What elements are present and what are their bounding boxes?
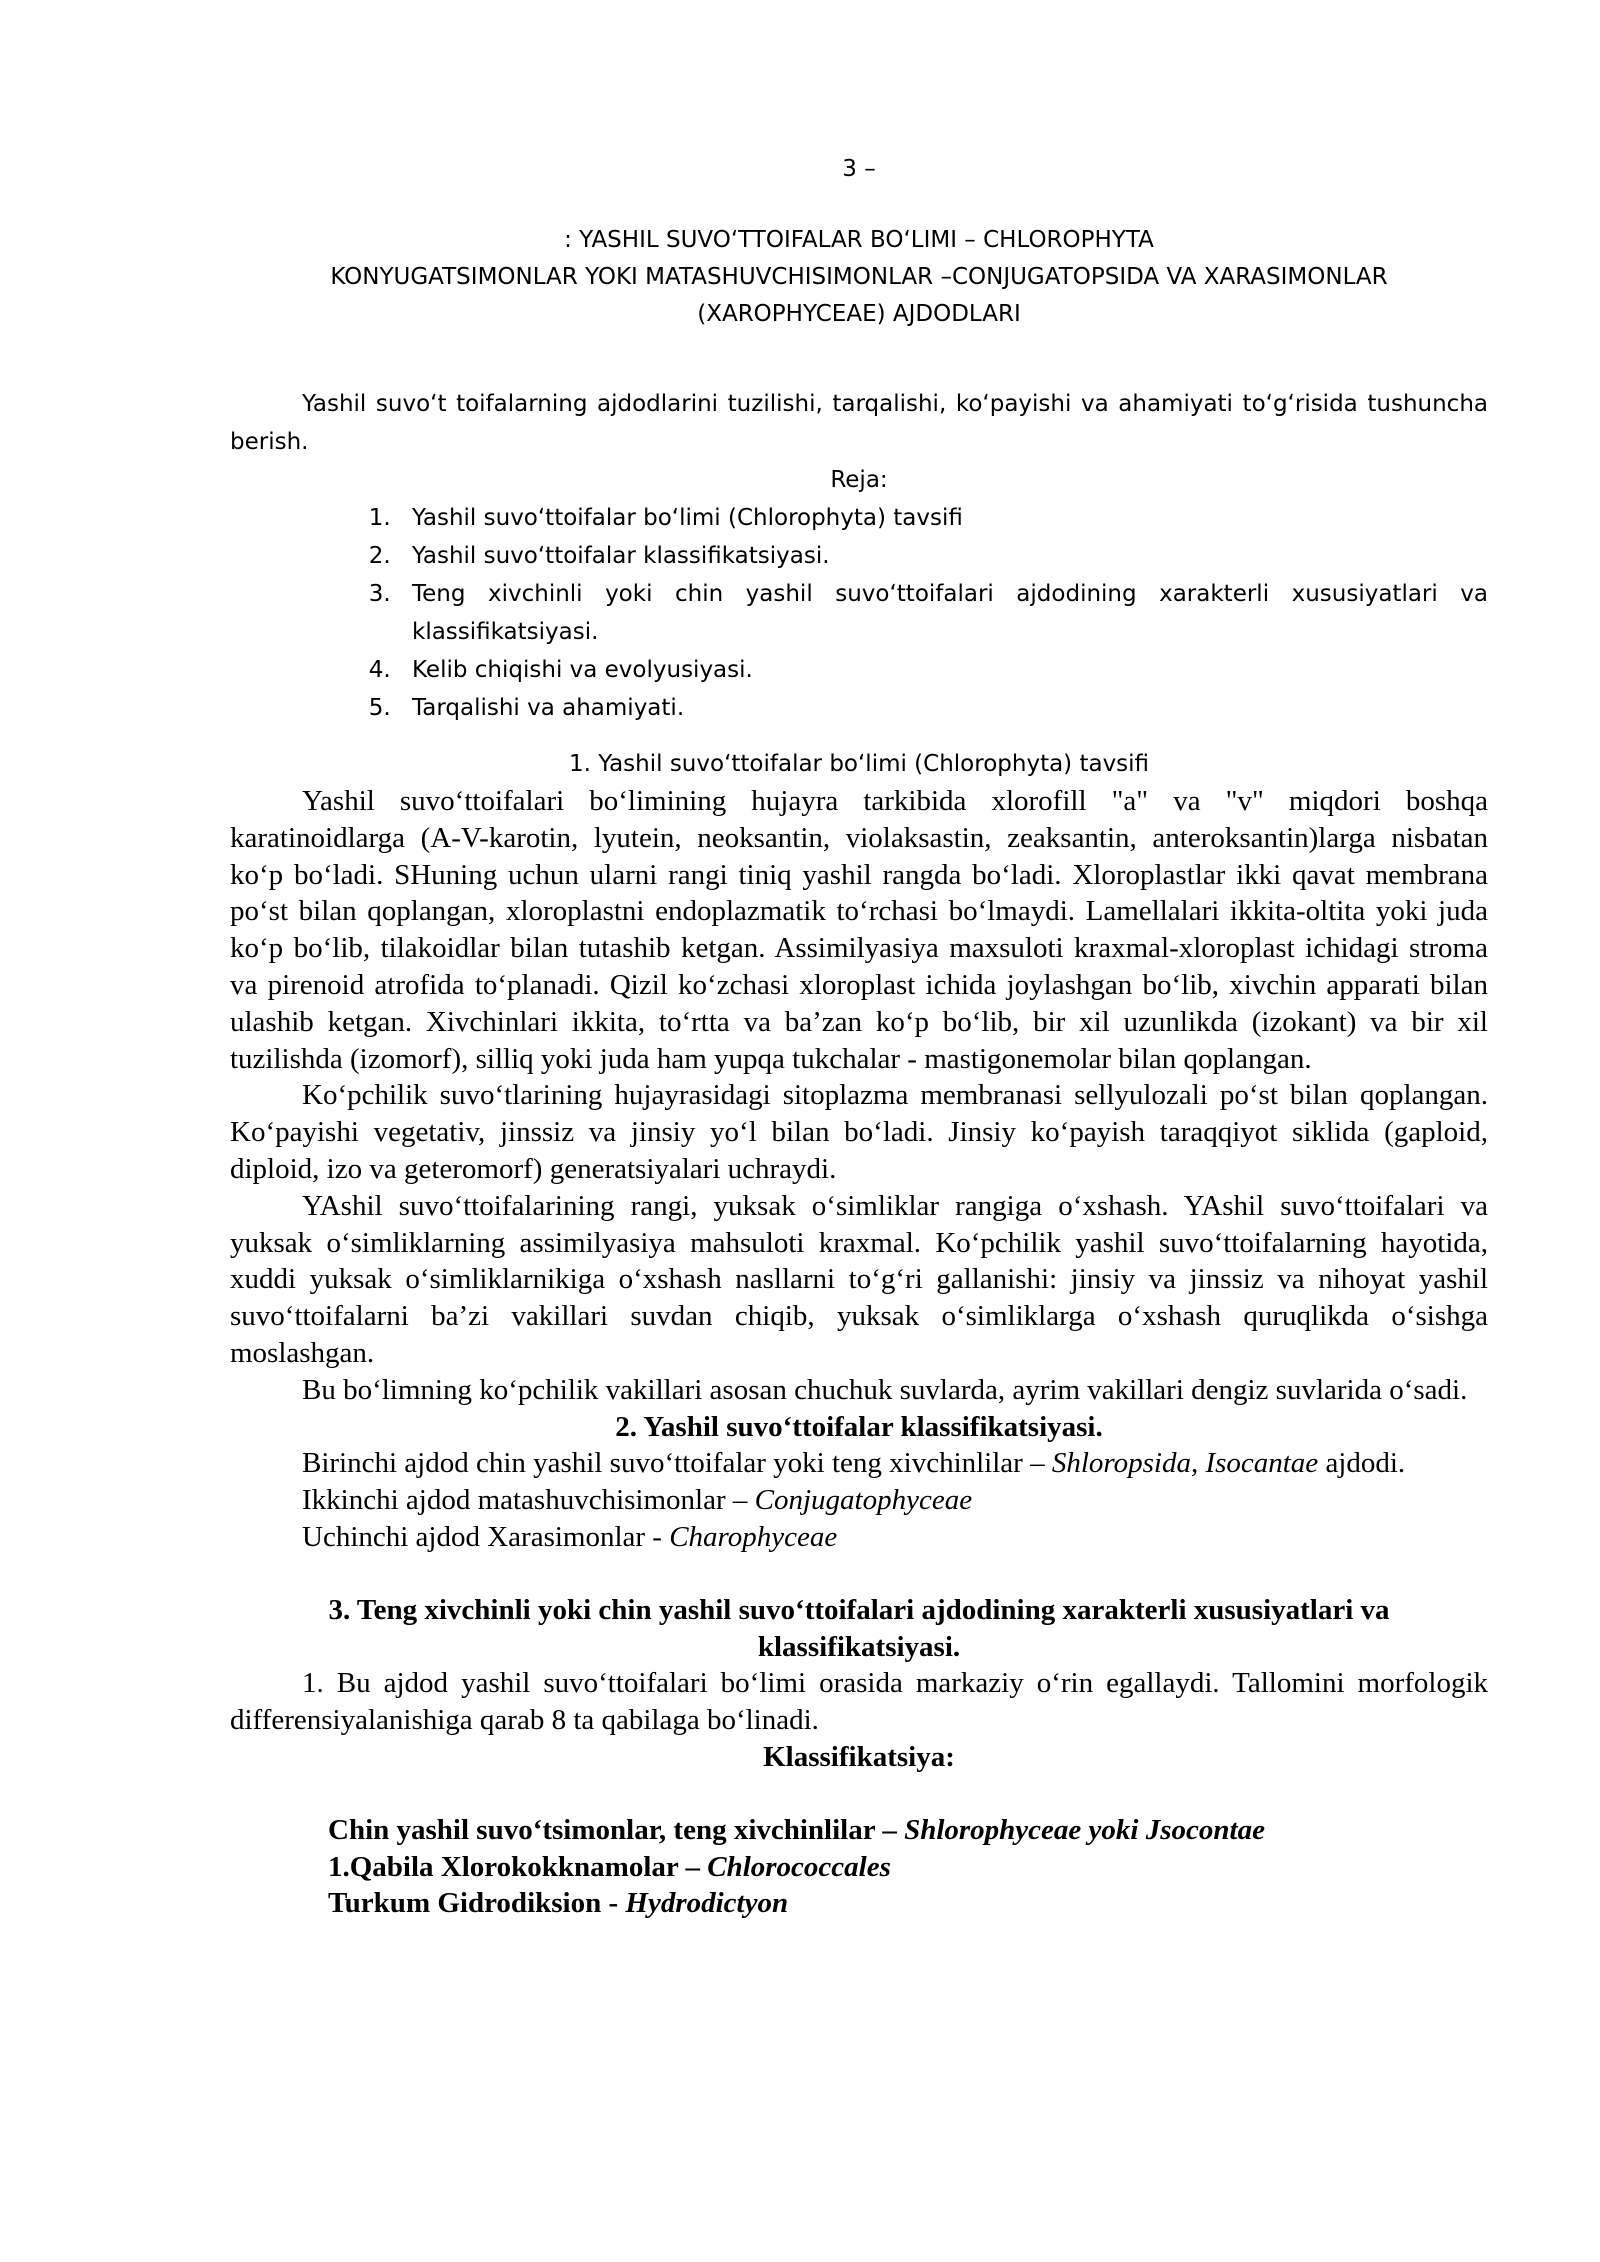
section-2-line-1 xyxy=(230,1445,1488,1482)
classification-line-1-text: Chin yashil suvoʻtsimonlar, teng xivchinlilar – xyxy=(328,1813,905,1846)
section-2-line-1-latin: Shloropsida, Isocantae xyxy=(1051,1447,1319,1480)
plan-item-3: 3. Teng xivchinli yoki chin yashil suvoʻttoifalari ajdodining xarakterli xususiyatlari va klassifikatsiyasi. xyxy=(398,575,1488,651)
section-2-line-2-text: Ikkinchi ajdod matashuvchisimonlar – xyxy=(302,1484,755,1517)
classification-line-2-latin: Chlorococcales xyxy=(707,1850,891,1883)
classification-line-2 xyxy=(328,1849,1488,1886)
section-2-heading: 2. Yashil suvoʻttoifalar klassifikatsiyasi. xyxy=(615,1410,1103,1443)
purpose-paragraph: Yashil suvoʻt toifalarning ajdodlarini tuzilishi, tarqalishi, koʻpayishi va ahamiyati toʻgʻrisida tushuncha berish. xyxy=(230,391,1488,455)
classification-heading: Klassifikatsiya: xyxy=(763,1740,955,1773)
section-2-line-3-text: Uchinchi ajdod Xarasimonlar - xyxy=(302,1520,670,1553)
section-2-line-3-latin: Charophyceae xyxy=(669,1520,838,1553)
plan-list xyxy=(230,499,1488,727)
section-1-paragraph-3: YAshil suvoʻttoifalarining rangi, yuksak oʻsimliklar rangiga oʻxshash. YAshil suvoʻttoifalari va yuksak oʻsimliklarning assimilyasiya mahsuloti kraxmal. Koʻpchilik yashil suvoʻttoifalarning hayotida, xuddi yuksak oʻsimliklarnikiga oʻxshash nasllarni toʻgʻri gallanishi: jinsiy va jinssiz va nihoyat yashil suvoʻttoifalarni baʼzi vakillari suvdan chiqib, yuksak oʻsimliklarga oʻxshash quruqlikda oʻsishga moslashgan. xyxy=(230,1189,1488,1369)
section-2-line-2 xyxy=(230,1482,1488,1519)
section-3-paragraph: 1. Bu ajdod yashil suvoʻttoifalari boʻlimi orasida markaziy oʻrin egallaydi. Tallomini morfologik differensiyalanishiga qarab 8 ta qabilaga boʻlinadi. xyxy=(230,1667,1488,1737)
section-2-line-2-latin: Conjugatophyceae xyxy=(754,1484,973,1517)
section-1-paragraph-4: Bu boʻlimning koʻpchilik vakillari asosan chuchuk suvlarda, ayrim vakillari dengiz suvlarida oʻsadi. xyxy=(302,1373,1468,1406)
title-line-3: (XAROPHYCEAE) AJDODLARI xyxy=(697,301,1021,327)
classification-line-1-latin: Shlorophyceae yoki Jsocontae xyxy=(904,1813,1265,1846)
section-2-line-1-text: Birinchi ajdod chin yashil suvoʻttoifalar yoki teng xivchinlilar – xyxy=(302,1447,1052,1480)
section-1-heading: 1. Yashil suvoʻttoifalar boʻlimi (Chlorophyta) tavsifi xyxy=(568,751,1150,777)
document-page xyxy=(230,150,1488,1922)
classification-block xyxy=(230,1812,1488,1922)
plan-item-2: 2. Yashil suvoʻttoifalar klassifikatsiyasi. xyxy=(398,537,1488,575)
page-number: 3 – xyxy=(842,156,876,182)
section-1-paragraph-1: Yashil suvoʻttoifalari boʻlimining hujayra tarkibida xlorofill "a" va "v" miqdori boshqa karatinoidlarga (A-V-karotin, lyutein, neoksantin, violaksastin, zeaksantin, anteroksantin)larga nisbatan koʻp boʻladi. SHuning uchun ularni rangi tiniq yashil rangda boʻladi. Xloroplastlar ikki qavat membrana poʻst bilan qoplangan, xloroplastni endoplazmatik toʻrchasi boʻlmaydi. Lamellalari ikkita-oltita yoki juda koʻp boʻlib, tilakoidlar bilan tutashib ketgan. Assimilyasiya maxsuloti kraxmal-xloroplast ichidagi stroma va pirenoid atrofida toʻplanadi. Qizil koʻzchasi xloroplast ichida joylashgan boʻlib, xivchin apparati bilan ulashib ketgan. Xivchinlari ikkita, toʻrtta va baʼzan koʻp boʻlib, bir xil uzunlikda (izokant) va bir xil tuzilishda (izomorf), silliq yoki juda ham yupqa tukchalar - mastigonemolar bilan qoplangan. xyxy=(230,785,1488,1075)
plan-item-1: 1. Yashil suvoʻttoifalar boʻlimi (Chlorophyta) tavsifi xyxy=(398,499,1488,537)
plan-item-4: 4. Kelib chiqishi va evolyusiyasi. xyxy=(398,651,1488,689)
classification-line-3 xyxy=(328,1885,1488,1922)
section-2-line-1-tail: ajdodi. xyxy=(1318,1447,1406,1480)
classification-line-1 xyxy=(328,1812,1488,1849)
classification-line-2-text: 1.Qabila Xlorokokknamolar – xyxy=(328,1850,708,1883)
title-line-1: : YASHIL SUVOʻTTOIFALAR BOʻLIMI – CHLOROPHYTA xyxy=(564,227,1154,253)
plan-heading: Reja: xyxy=(830,467,888,493)
section-2-line-3 xyxy=(230,1519,1488,1556)
classification-line-3-latin: Hydrodictyon xyxy=(625,1887,789,1920)
section-1-paragraph-2: Koʻpchilik suvoʻtlarining hujayrasidagi sitoplazma membranasi sellyulozali poʻst bilan qoplangan. Koʻpayishi vegetativ, jinssiz va jinsiy yoʻl bilan boʻladi. Jinsiy koʻpayish taraqqiyot siklida (gaploid, diploid, izo va geteromorf) generatsiyalari uchraydi. xyxy=(230,1079,1488,1185)
title-line-2: KONYUGATSIMONLAR YOKI MATASHUVCHISIMONLAR –CONJUGATOPSIDA VA XARASIMONLAR xyxy=(330,264,1388,290)
page-title xyxy=(230,222,1488,333)
section-3-heading: 3. Teng xivchinli yoki chin yashil suvoʻttoifalari ajdodining xarakterli xususiyatlari va klassifikatsiyasi. xyxy=(328,1593,1390,1663)
plan-item-5: 5. Tarqalishi va ahamiyati. xyxy=(398,689,1488,727)
classification-line-3-text: Turkum Gidrodiksion - xyxy=(328,1887,626,1920)
